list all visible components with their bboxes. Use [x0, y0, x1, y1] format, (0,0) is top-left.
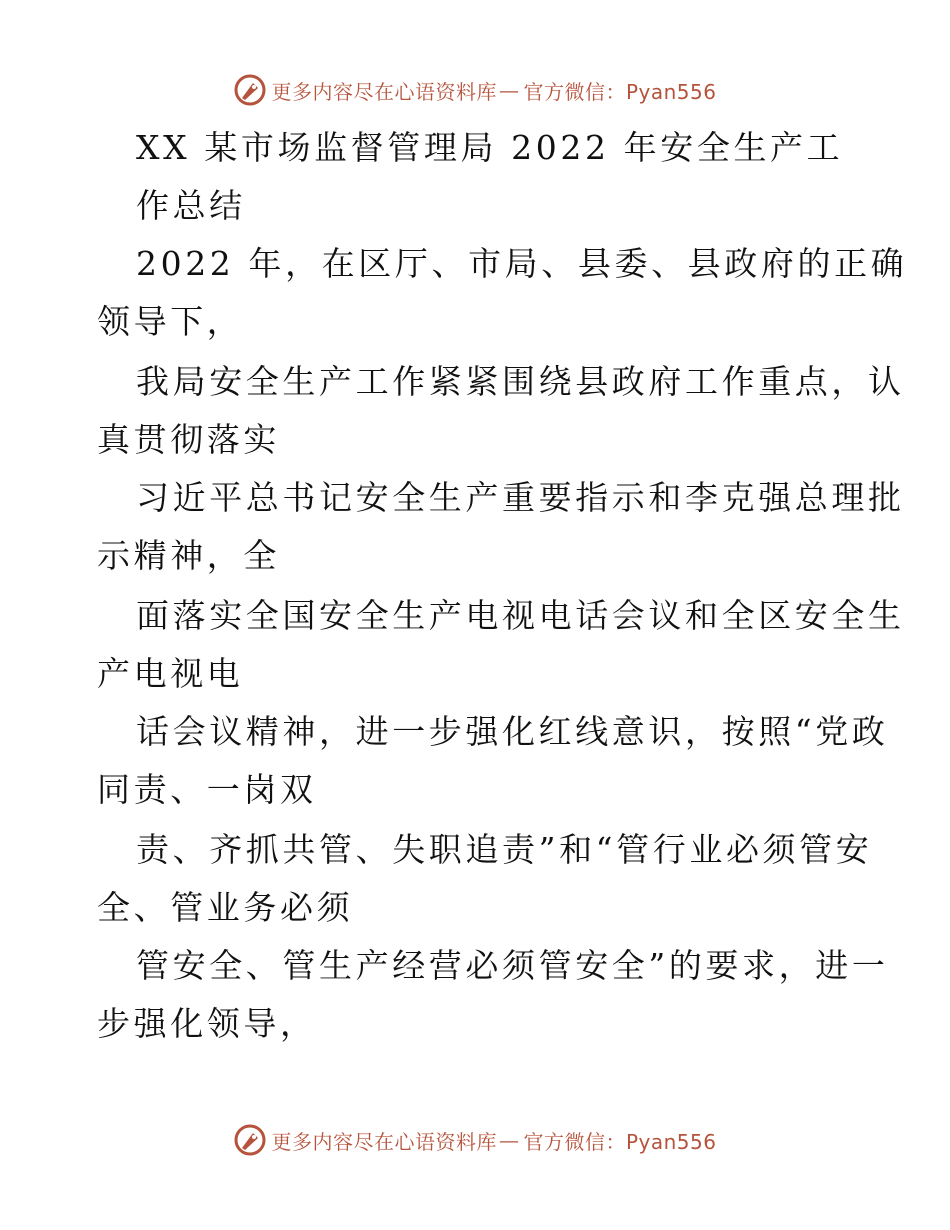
paragraph-line: 管安全、管生产经营必须管安全”的要求，进一	[136, 946, 889, 985]
watermark-wechat: 官方微信：Pyan556	[523, 79, 717, 104]
paragraph-line: 2022 年，在区厅、市局、县委、县政府的正确	[136, 244, 908, 283]
watermark-wechat: 官方微信：Pyan556	[523, 1129, 717, 1154]
watermark-prefix: 更多内容尽在心语资料库	[271, 1129, 497, 1154]
paragraph-line: 示精神，全	[97, 536, 280, 575]
paragraph-line: 责、齐抓共管、失职追责”和“管行业必须管安	[136, 830, 873, 869]
paragraph-line: 步强化领导，	[97, 1004, 317, 1043]
watermark-separator: —	[498, 1128, 520, 1152]
doc-title-line-2: 作总结	[136, 186, 246, 225]
paragraph-line: 全、管业务必须	[97, 888, 354, 927]
watermark-separator: —	[498, 78, 520, 102]
paragraph-line: 话会议精神，进一步强化红线意识，按照“党政	[136, 712, 889, 751]
watermark-footer	[0, 1122, 950, 1158]
paragraph-line: 领导下，	[97, 302, 244, 341]
pen-nib-icon	[233, 73, 267, 107]
watermark-header	[0, 72, 950, 108]
paragraph-line: 我局安全生产工作紧紧围绕县政府工作重点，认	[136, 362, 905, 401]
paragraph-line: 面落实全国安全生产电视电话会议和全区安全生	[136, 596, 905, 635]
paragraph-line: 真贯彻落实	[97, 420, 280, 459]
watermark-prefix: 更多内容尽在心语资料库	[271, 79, 497, 104]
paragraph-line: 习近平总书记安全生产重要指示和李克强总理批	[136, 478, 905, 517]
pen-nib-icon	[233, 1123, 267, 1157]
doc-title-line-1: XX 某市场监督管理局 2022 年安全生产工	[136, 128, 844, 167]
paragraph-line: 产电视电	[97, 654, 244, 693]
paragraph-line: 同责、一岗双	[97, 770, 317, 809]
